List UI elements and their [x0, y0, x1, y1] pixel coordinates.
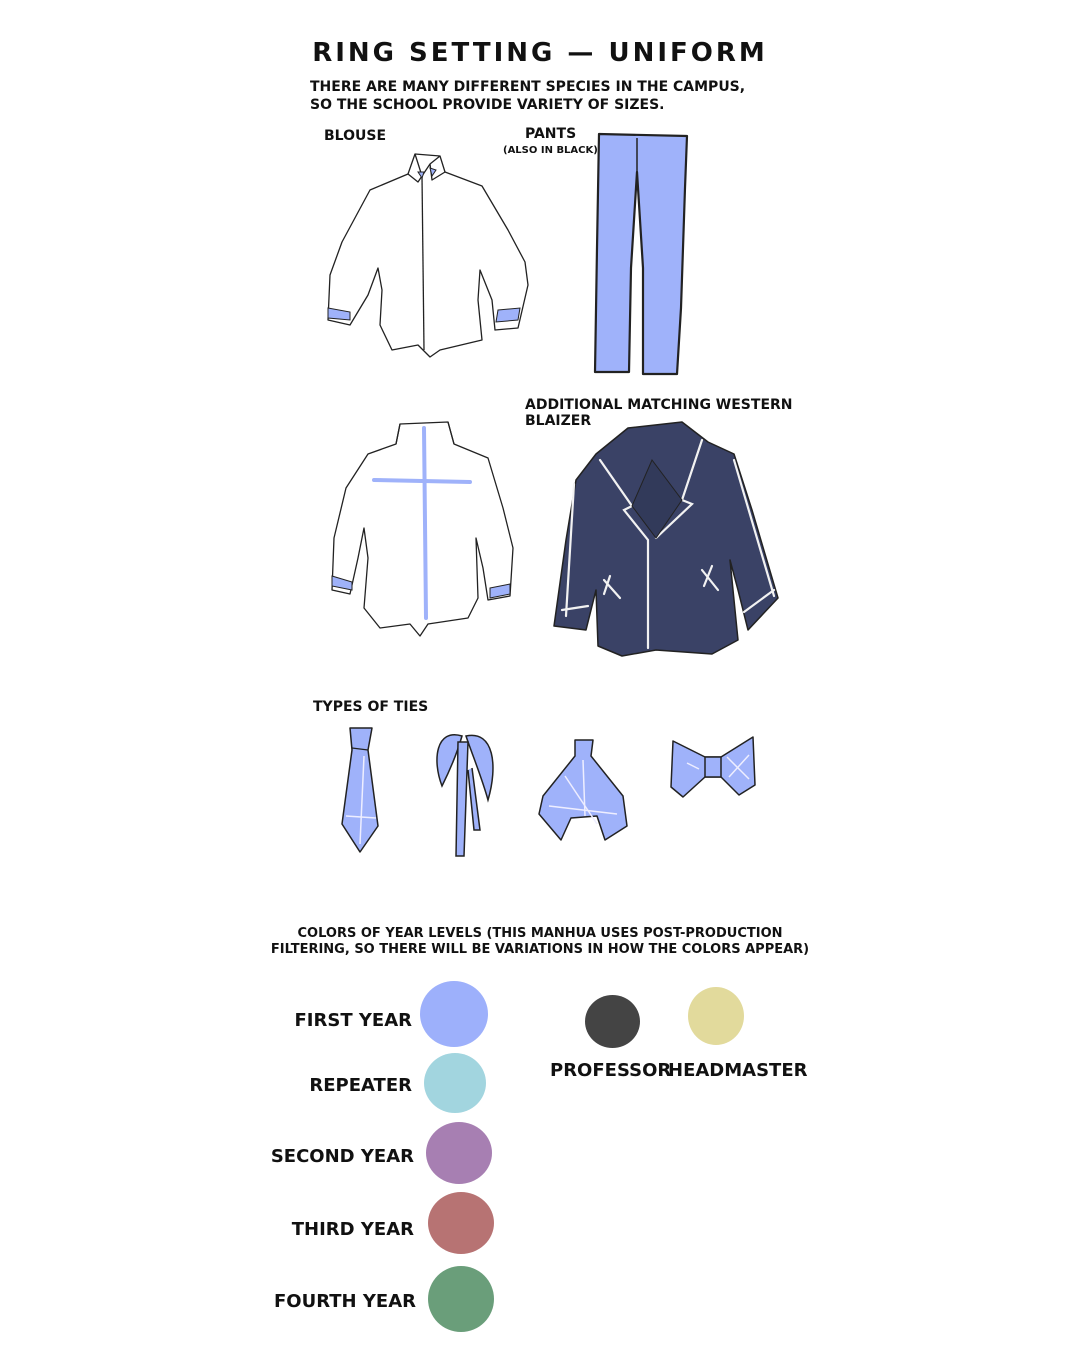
pants-icon [585, 128, 695, 378]
year-label-first: FIRST YEAR [294, 1010, 412, 1031]
year-label-third: THIRD YEAR [291, 1219, 414, 1240]
ascot-icon [535, 736, 631, 842]
year-label-fourth: FOURTH YEAR [274, 1291, 416, 1312]
blouse-front-icon [320, 150, 540, 365]
headmaster-label: HEADMASTER [668, 1060, 808, 1081]
swatch-fourth-year [428, 1266, 494, 1332]
swatch-third-year [428, 1192, 494, 1254]
colors-caption [240, 926, 840, 958]
year-label-repeater: REPEATER [309, 1075, 412, 1096]
page-title: RING SETTING — UNIFORM [312, 38, 768, 68]
swatch-first-year [420, 981, 488, 1047]
intro-line-2: SO THE SCHOOL PROVIDE VARIETY OF SIZES. [310, 97, 665, 113]
intro-text [310, 78, 745, 114]
pants-note: (ALSO IN BLACK) [503, 145, 598, 156]
swatch-second-year [426, 1122, 492, 1184]
necktie-icon [338, 726, 384, 856]
colors-caption-line-1: COLORS OF YEAR LEVELS (THIS MANHUA USES POST-PRODUCTION [297, 926, 783, 941]
blouse-label: BLOUSE [324, 128, 387, 144]
bow-tie-icon [669, 735, 757, 799]
ties-label: TYPES OF TIES [313, 699, 429, 715]
blazer-icon [552, 420, 784, 658]
swatch-repeater [424, 1053, 486, 1113]
swatch-professor [585, 995, 640, 1048]
intro-line-1: THERE ARE MANY DIFFERENT SPECIES IN THE CAMPUS, [310, 79, 746, 95]
blazer-label-line-1: ADDITIONAL MATCHING WESTERN [525, 397, 793, 413]
blouse-back-icon [328, 418, 528, 640]
colors-caption-line-2: FILTERING, SO THERE WILL BE VARIATIONS IN HOW THE COLORS APPEAR) [270, 942, 810, 957]
professor-label: PROFESSOR [550, 1060, 672, 1081]
ribbon-tie-icon [432, 730, 502, 862]
pants-label: PANTS [525, 126, 577, 142]
blazer-label-line-2: BLAIZER [525, 413, 592, 429]
year-label-second: SECOND YEAR [270, 1146, 414, 1167]
swatch-headmaster [688, 987, 744, 1045]
